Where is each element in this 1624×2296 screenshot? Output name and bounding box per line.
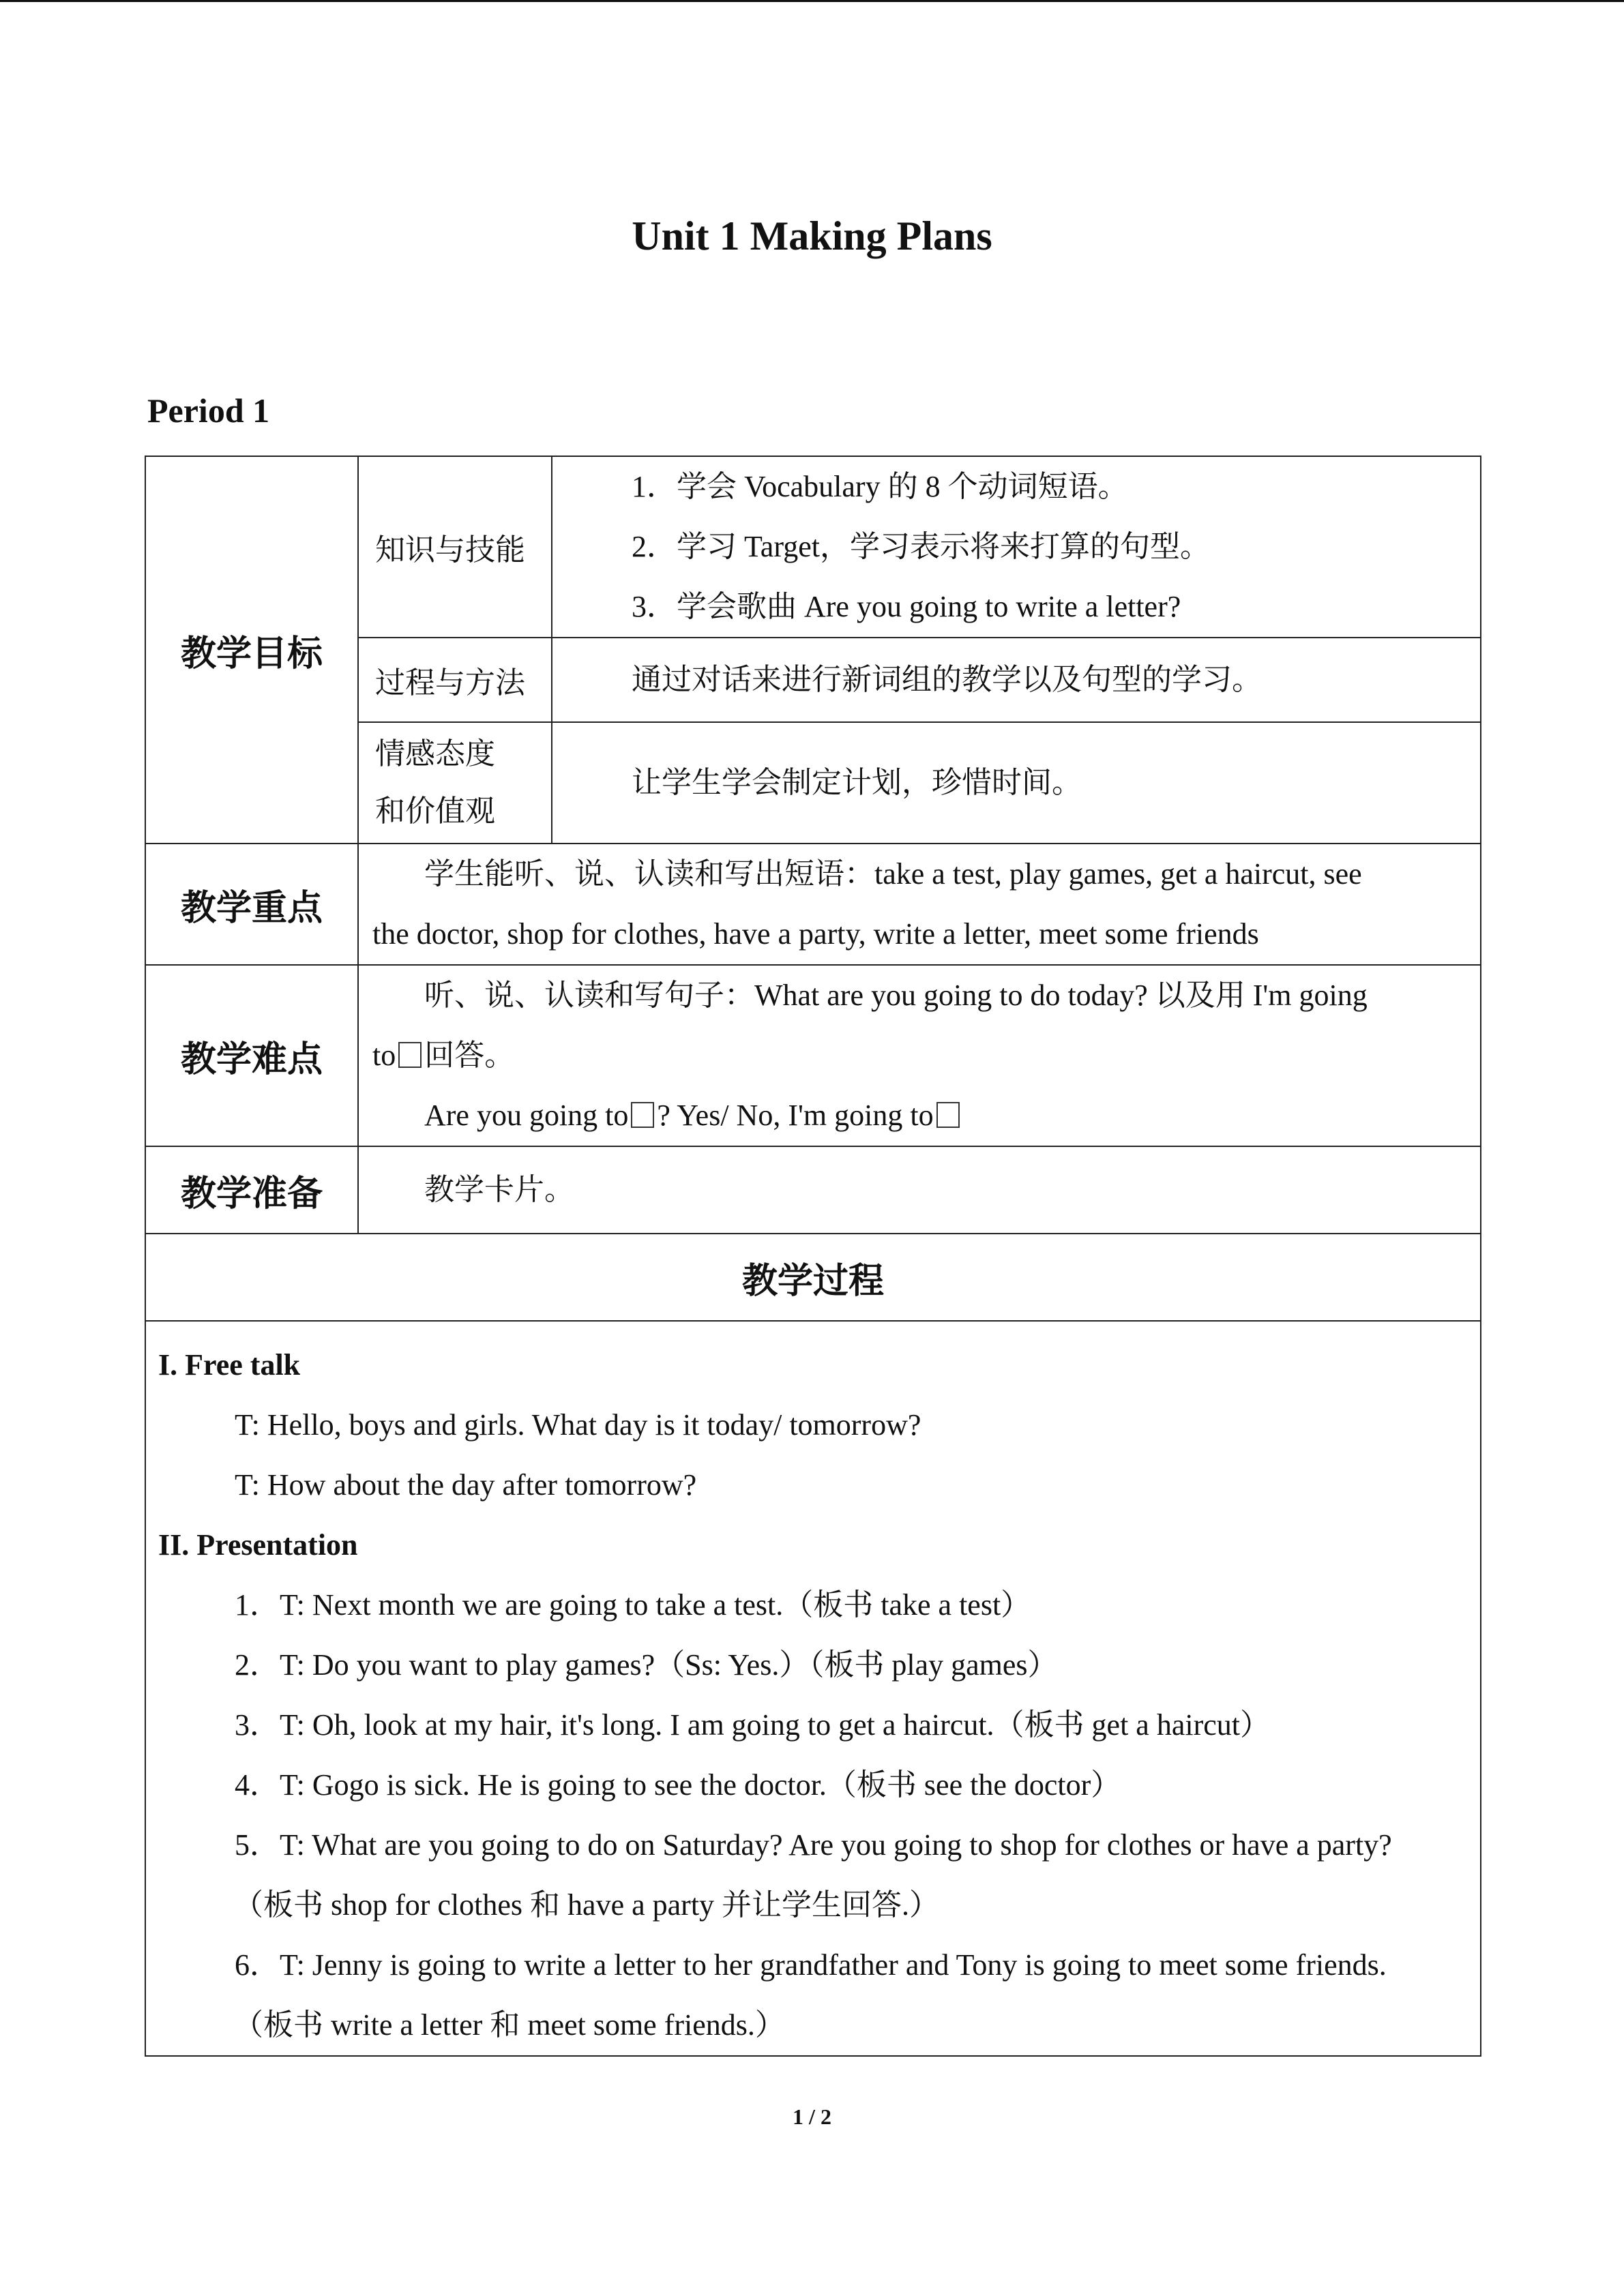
presentation-item: 2．T: Do you want to play games?（Ss: Yes.）（板书 play games） <box>235 1648 1058 1682</box>
knowledge-skills-content <box>552 456 1481 638</box>
objectives-label: 教学目标 <box>145 456 358 844</box>
section-heading: II. Presentation <box>158 1528 358 1562</box>
difficulties-text: Are you going to <box>424 1099 629 1132</box>
blank-box <box>936 1102 960 1128</box>
presentation-item: 1．T: Next month we are going to take a test.（板书 take a test） <box>235 1588 1031 1622</box>
presentation-item: 3．T: Oh, look at my hair, it's long. I am going to get a haircut.（板书 get a haircut） <box>235 1708 1270 1742</box>
period-heading: Period 1 <box>147 391 270 430</box>
emotion-label-line1: 情感态度 <box>375 736 495 771</box>
teaching-process-content <box>145 1321 1481 2056</box>
emotion-values-label <box>358 722 552 844</box>
difficulties-line <box>359 1086 1480 1146</box>
key-points-label: 教学重点 <box>145 844 358 965</box>
presentation-item-continuation: （板书 write a letter 和 meet some friends.） <box>233 2008 785 2042</box>
key-points-line: 学生能听、说、认读和写出短语：take a test, play games, get a haircut, see <box>424 857 1362 891</box>
teaching-process-title: 教学过程 <box>145 1234 1481 1321</box>
difficulties-text: ? Yes/ No, I'm going to <box>657 1099 934 1132</box>
emotion-label-line2: 和价值观 <box>375 794 495 829</box>
presentation-item: 4．T: Gogo is sick. He is going to see the doctor.（板书 see the doctor） <box>235 1768 1121 1802</box>
difficulties-content <box>358 965 1481 1146</box>
top-border-line <box>0 0 1624 2</box>
free-talk-line: T: Hello, boys and girls. What day is it today/ tomorrow? <box>235 1408 921 1442</box>
emotion-values-content <box>552 722 1481 844</box>
blank-box <box>398 1042 422 1068</box>
process-methods-label: 过程与方法 <box>358 638 552 722</box>
lesson-plan-table <box>145 456 1481 2057</box>
difficulties-text: to <box>372 1039 396 1072</box>
process-methods-text: 通过对话来进行新词组的教学以及句型的学习。 <box>632 663 1262 696</box>
difficulties-line: 听、说、认读和写句子：What are you going to do today? 以及用 I'm going <box>424 979 1368 1012</box>
process-methods-content <box>552 638 1481 722</box>
objective-item: 3．学会歌曲 Are you going to write a letter? <box>632 590 1181 623</box>
knowledge-skills-label: 知识与技能 <box>358 456 552 638</box>
difficulties-text: 回答。 <box>424 1039 515 1072</box>
document-title: Unit 1 Making Plans <box>632 213 992 258</box>
difficulties-line <box>359 1026 1480 1086</box>
section-heading: I. Free talk <box>158 1348 301 1382</box>
objective-item: 2．学习 Target，学习表示将来打算的句型。 <box>632 530 1210 563</box>
blank-box <box>631 1102 654 1128</box>
page-number: 1 / 2 <box>793 2104 831 2129</box>
objective-item: 1．学会 Vocabulary 的 8 个动词短语。 <box>632 470 1128 503</box>
key-points-content <box>358 844 1481 965</box>
difficulties-label: 教学难点 <box>145 965 358 1146</box>
preparation-text: 教学卡片。 <box>424 1173 574 1206</box>
preparation-label: 教学准备 <box>145 1146 358 1234</box>
preparation-content <box>358 1146 1481 1234</box>
presentation-item: 5．T: What are you going to do on Saturday? Are you going to shop for clothes or have a party? <box>235 1828 1392 1862</box>
key-points-line: the doctor, shop for clothes, have a party, write a letter, meet some friends <box>372 917 1259 951</box>
presentation-item-continuation: （板书 shop for clothes 和 have a party 并让学生回答.） <box>233 1888 940 1922</box>
presentation-item: 6．T: Jenny is going to write a letter to her grandfather and Tony is going to meet some friends. <box>235 1948 1387 1982</box>
free-talk-line: T: How about the day after tomorrow? <box>235 1468 697 1502</box>
emotion-values-text: 让学生学会制定计划，珍惜时间。 <box>632 766 1082 799</box>
